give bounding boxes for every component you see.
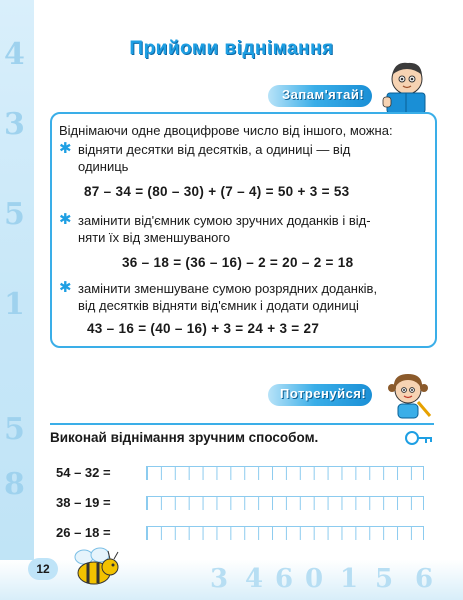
exercise-2: 38 – 19 = [56, 495, 111, 510]
task-divider [50, 423, 434, 425]
remember-banner [268, 85, 372, 107]
band-digit-icon: 5 [375, 564, 394, 594]
girl-pencil-icon [380, 364, 436, 420]
band-digit-icon: 0 [305, 564, 324, 594]
hint-icon [404, 430, 434, 446]
left-decorative-strip [0, 0, 34, 600]
bee-icon [62, 545, 132, 595]
exercise-3: 26 – 18 = [56, 525, 111, 540]
practice-banner-label: Потренуйся! [280, 386, 367, 401]
remember-banner-label: Запам'ятай! [282, 87, 365, 102]
band-digit-icon: 3 [210, 564, 229, 594]
star-bullet-icon: ✱ [59, 140, 72, 157]
boy-reading-icon [375, 55, 437, 117]
rule-item-3-line-2: від десятків відняти від'ємник і додати одиниці [78, 298, 359, 313]
page-number: 12 [28, 558, 58, 580]
answer-grid-2[interactable] [146, 496, 424, 510]
strip-digit-icon: 5 [4, 197, 25, 232]
strip-digit-icon: 1 [4, 287, 25, 322]
task-instruction: Виконай віднімання зручним способом. [50, 430, 319, 445]
band-digit-icon: 1 [340, 564, 359, 594]
strip-digit-icon: 4 [4, 37, 25, 72]
answer-grid-3[interactable] [146, 526, 424, 540]
page-title: Прийоми віднімання [129, 38, 334, 59]
practice-banner [268, 384, 372, 406]
strip-digit-icon: 3 [4, 107, 25, 142]
strip-digit-icon: 8 [4, 467, 25, 502]
rule-box [50, 112, 437, 348]
rule-intro: Віднімаючи одне двоцифрове число від іншого, можна: [59, 123, 393, 138]
rule-item-2-line-2: няти їх від зменшуваного [78, 230, 231, 245]
answer-grid-1[interactable] [146, 466, 424, 480]
example-2: 36 – 18 = (36 – 16) – 2 = 20 – 2 = 18 [122, 255, 354, 270]
band-digit-icon: 6 [275, 564, 294, 594]
rule-item-2-line-1: замінити від'ємник сумою зручних доданків і від- [78, 213, 371, 228]
star-bullet-icon: ✱ [59, 279, 72, 296]
rule-item-1-line-2: одиниць [78, 159, 129, 174]
exercise-1: 54 – 32 = [56, 465, 111, 480]
band-digit-icon: 4 [245, 564, 264, 594]
example-3: 43 – 16 = (40 – 16) + 3 = 24 + 3 = 27 [87, 321, 320, 336]
rule-item-1-line-1: відняти десятки від десятків, а одиниці — від [78, 142, 351, 157]
band-digit-icon: 6 [415, 564, 434, 594]
example-1: 87 – 34 = (80 – 30) + (7 – 4) = 50 + 3 = 53 [84, 184, 350, 199]
rule-item-3-line-1: замінити зменшуване сумою розрядних доданків, [78, 281, 378, 296]
star-bullet-icon: ✱ [59, 211, 72, 228]
strip-digit-icon: 5 [4, 412, 25, 447]
